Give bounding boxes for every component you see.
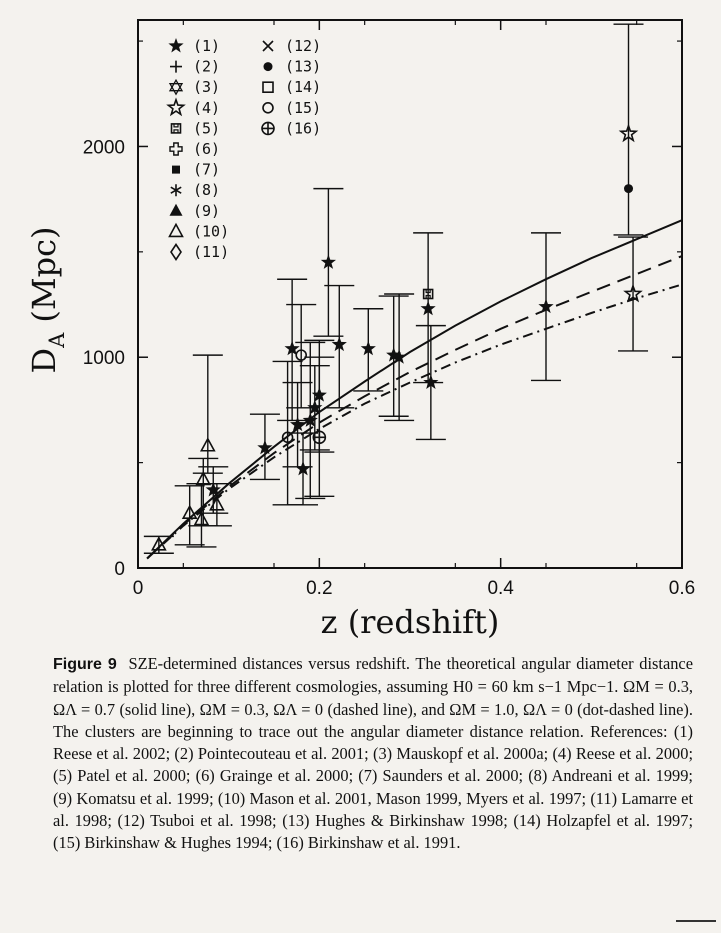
legend-label: (6) <box>193 140 221 158</box>
legend <box>168 37 321 261</box>
y-tick-label: 1000 <box>82 348 125 370</box>
legend-label: (1) <box>193 37 221 55</box>
legend-label: (12) <box>285 37 322 55</box>
legend-marker <box>168 100 183 115</box>
legend-label: (15) <box>285 98 322 117</box>
legend-marker <box>170 143 182 155</box>
legend-marker <box>168 38 183 53</box>
error-bar <box>614 24 644 235</box>
legend-marker <box>263 103 273 113</box>
legend-marker <box>170 224 183 236</box>
y-tick-label: 0 <box>114 559 125 580</box>
x-tick-label: 0 <box>132 578 144 599</box>
error-bar <box>618 237 648 351</box>
legend-marker <box>263 82 273 92</box>
figure-caption <box>53 653 693 855</box>
y-axis-title-unit: (Mpc) <box>25 226 63 323</box>
curve-dot-dashed <box>147 285 682 559</box>
x-tick-label: 0.2 <box>306 578 333 599</box>
legend-marker <box>171 184 181 196</box>
data-point <box>624 184 633 193</box>
legend-label: (14) <box>285 78 322 97</box>
y-axis-title-main: D <box>25 347 63 374</box>
y-axis-title <box>25 227 69 374</box>
y-axis-title-sub: A <box>45 332 69 348</box>
y-tick-label: 2000 <box>82 137 125 159</box>
error-bar <box>193 355 223 473</box>
legend-marker <box>172 124 181 133</box>
legend-marker <box>263 41 273 51</box>
curve-solid <box>147 220 682 558</box>
figure-caption-text: SZE-determined distances versus redshift. The theoretical angular diameter distance relation is plotted for three different cosmologies, assuming H0 = 60 km s−1 Mpc−1. ΩM = 0.3, ΩΛ = 0.7 (solid line), ΩM = 0.3, ΩΛ = 0 (dashed line), and ΩM = 1.0, ΩΛ = 0 (dot-dashed line). The clusters are beginning to trace out the angular diameter distance relation. References: (1) Reese et al. 2002; (2) Pointecouteau et al. 2001; (3) Mauskopf et al. 2000a; (4) Reese et al. 2000; (5) Patel et al. 2000; (6) Grainge et al. 2000; (7) Saunders et al. 2000; (8) Andreani et al. 1999; (9) Komatsu et al. 1999; (10) Mason et al. 2001, Mason 1999, Myers et al. 1997; (11) Lamarre et al. 1998; (12) Tsuboi et al. 1998; (13) Hughes & Birkinshaw 1998; (14) Holzapfel et al. 1997; (15) Birkinshaw & Hughes 1994; (16) Birkinshaw et al. 1991. <box>53 654 693 853</box>
legend-label: (9) <box>193 201 221 220</box>
legend-marker <box>170 61 182 73</box>
legend-marker <box>170 204 183 216</box>
x-axis-title: z (redshift) <box>320 603 500 641</box>
error-bar <box>286 305 316 408</box>
legend-label: (5) <box>193 119 221 138</box>
legend-label: (2) <box>193 57 221 76</box>
legend-label: (16) <box>285 119 322 138</box>
legend-marker <box>171 245 181 260</box>
legend-label: (3) <box>193 78 221 97</box>
legend-label: (13) <box>285 57 322 76</box>
legend-marker <box>172 166 180 174</box>
svg-text:DA(Mpc) <box>25 227 69 374</box>
legend-label: (4) <box>193 98 221 117</box>
legend-label: (10) <box>193 222 230 241</box>
figure-label: Figure 9 <box>53 656 117 673</box>
legend-label: (8) <box>193 181 221 200</box>
x-tick-label: 0.4 <box>487 578 514 599</box>
scan-mark <box>676 920 716 922</box>
data-point <box>313 431 325 443</box>
legend-marker <box>262 122 274 134</box>
theory-curves <box>147 220 682 558</box>
axis-ticks <box>83 20 695 599</box>
legend-marker <box>170 80 182 94</box>
legend-marker <box>264 62 273 71</box>
legend-label: (7) <box>193 160 221 179</box>
legend-label: (11) <box>193 243 230 261</box>
x-tick-label: 0.6 <box>668 578 696 599</box>
